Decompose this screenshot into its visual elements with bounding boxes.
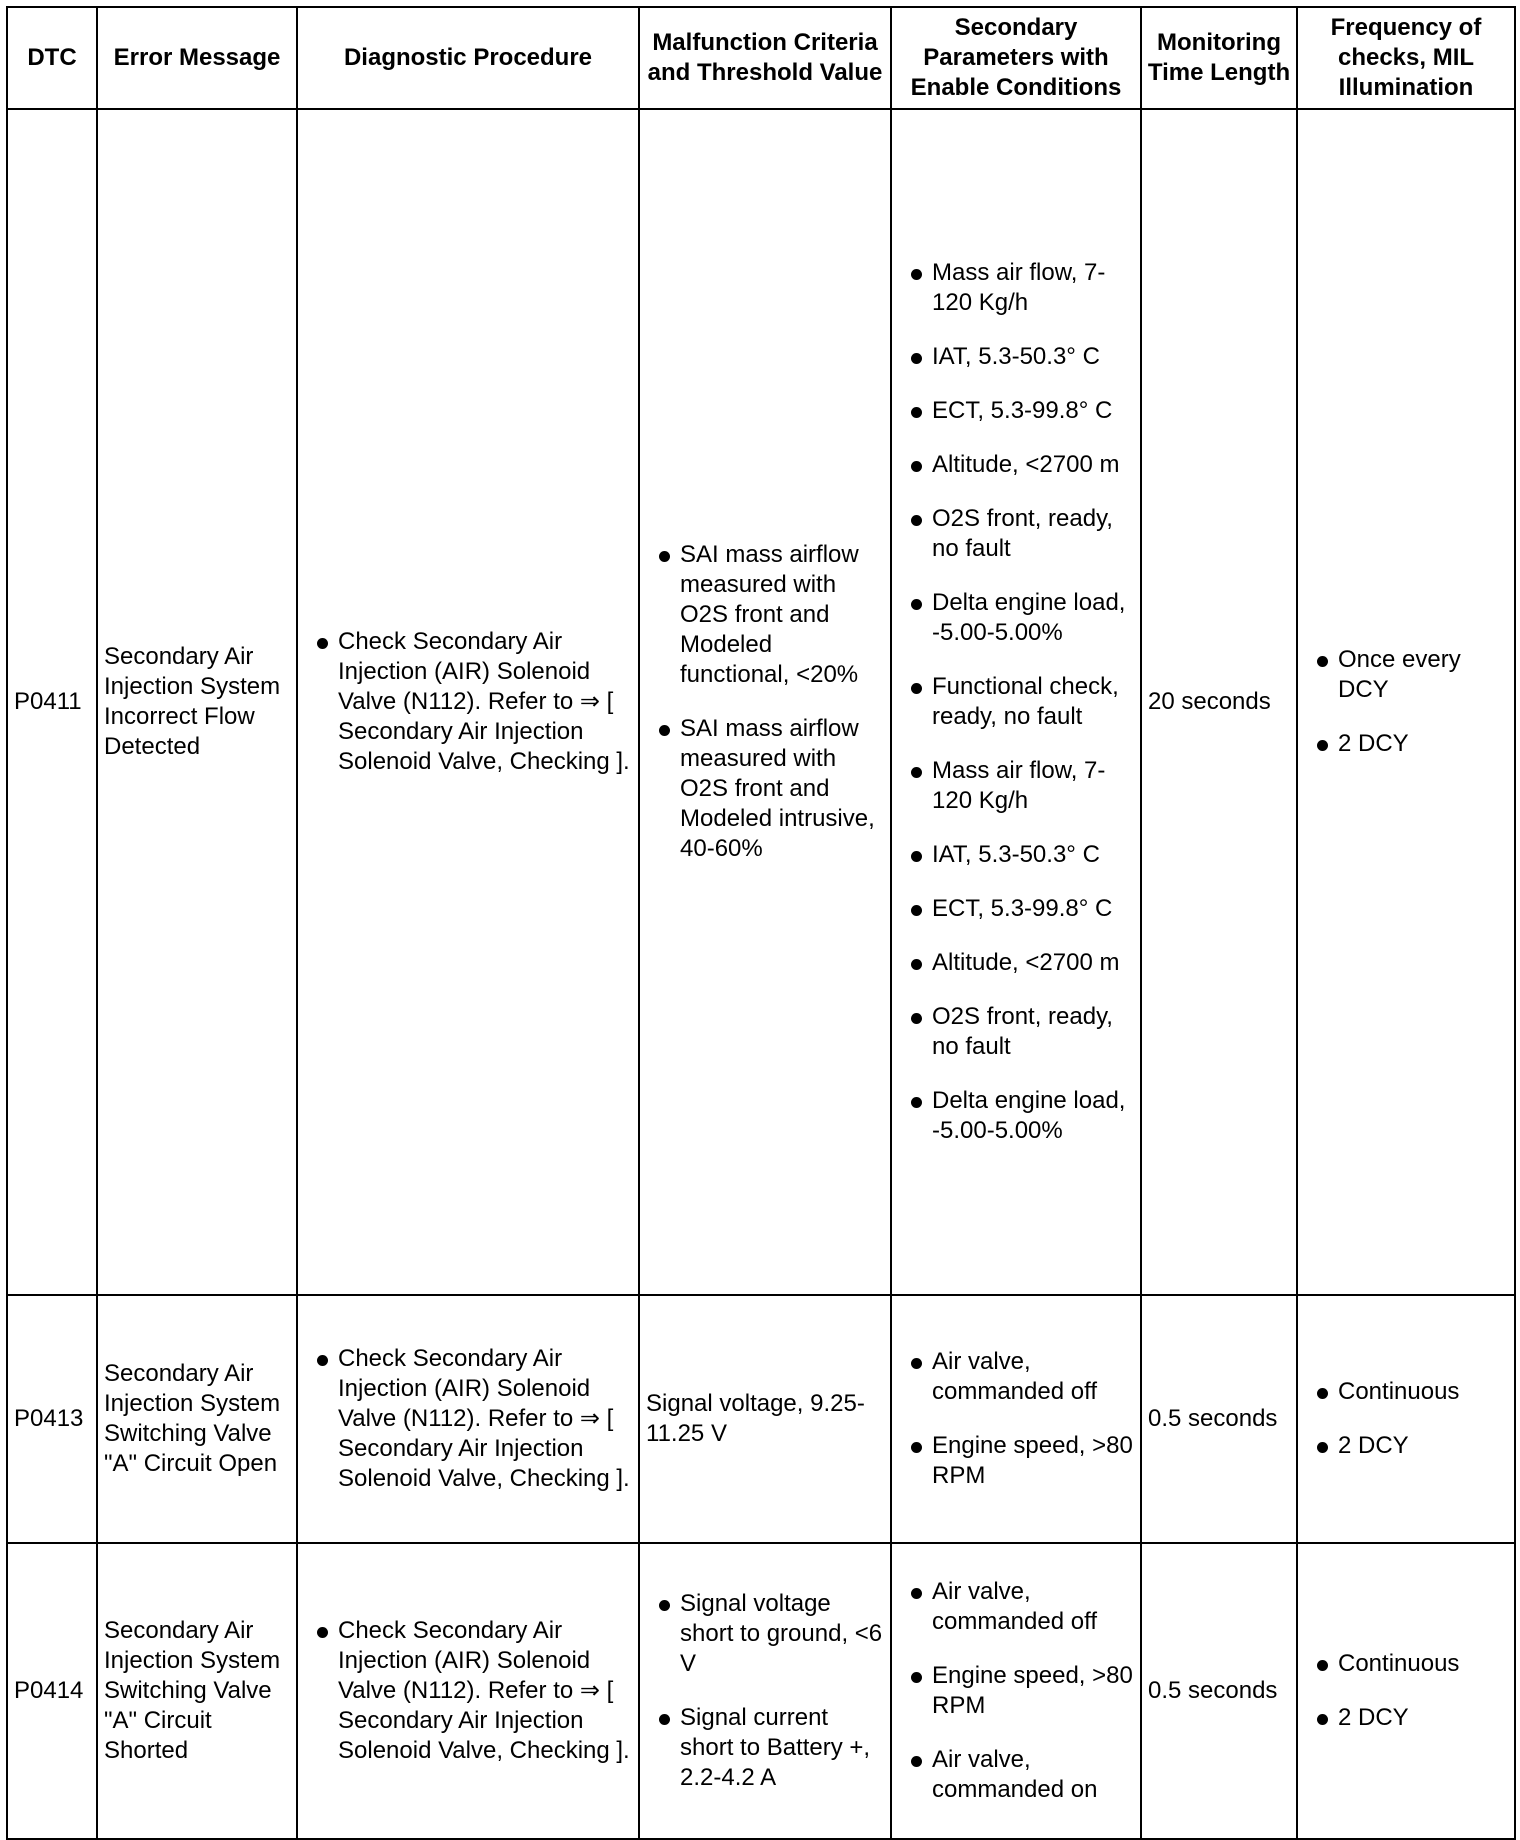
- dtc-code: P0414: [7, 1543, 97, 1839]
- list-item: [304, 1616, 632, 1766]
- secondary-parameters: [891, 1543, 1141, 1839]
- bullet-icon: [911, 1588, 922, 1599]
- parameter-text: Mass air flow, 7-120 Kg/h: [932, 757, 1106, 814]
- bullet-icon: [659, 1714, 670, 1725]
- header-error-message: Error Message: [97, 7, 297, 109]
- parameter-text: Engine speed, >80 RPM: [932, 1432, 1133, 1489]
- dtc-table: [6, 6, 1516, 1840]
- bullet-icon: [911, 1756, 922, 1767]
- bullet-icon: [659, 551, 670, 562]
- procedure-text: Check Secondary Air Injection (AIR) Solenoid Valve (N112). Refer to ⇒ [ Secondary Air Injection Solenoid Valve, Checking ].: [338, 628, 630, 775]
- secondary-parameters: [891, 1295, 1141, 1543]
- list-item: [1304, 645, 1508, 705]
- parameter-text: Altitude, <2700 m: [932, 949, 1120, 976]
- table-row: [7, 109, 1515, 1295]
- table-row: [7, 1543, 1515, 1839]
- table-row: [7, 1295, 1515, 1543]
- list-item: [646, 540, 884, 690]
- bullet-icon: [659, 725, 670, 736]
- bullet-icon: [911, 407, 922, 418]
- bullet-icon: [911, 905, 922, 916]
- bullet-icon: [911, 461, 922, 472]
- bullet-icon: [911, 1672, 922, 1683]
- list-item: [1304, 729, 1508, 759]
- header-secondary-parameters: Secondary Parameters with Enable Conditions: [891, 7, 1141, 109]
- bullet-icon: [659, 1600, 670, 1611]
- bullet-icon: [317, 1355, 328, 1366]
- parameter-text: Functional check, ready, no fault: [932, 673, 1119, 730]
- bullet-icon: [1317, 1660, 1328, 1671]
- list-item: [304, 627, 632, 777]
- bullet-icon: [1317, 740, 1328, 751]
- frequency-text: Continuous: [1338, 1378, 1460, 1405]
- parameter-text: IAT, 5.3-50.3° C: [932, 343, 1100, 370]
- bullet-icon: [911, 683, 922, 694]
- list-item: [1304, 1431, 1508, 1461]
- monitoring-time: 0.5 seconds: [1141, 1295, 1297, 1543]
- error-message: Secondary Air Injection System Incorrect Flow Detected: [97, 109, 297, 1295]
- parameter-text: Altitude, <2700 m: [932, 451, 1120, 478]
- header-dtc: DTC: [7, 7, 97, 109]
- bullet-icon: [1317, 1714, 1328, 1725]
- bullet-icon: [911, 1097, 922, 1108]
- list-item: [898, 948, 1134, 978]
- parameter-text: Delta engine load, -5.00-5.00%: [932, 589, 1126, 646]
- list-item: [898, 1745, 1134, 1805]
- monitoring-time: 20 seconds: [1141, 109, 1297, 1295]
- parameter-text: IAT, 5.3-50.3° C: [932, 841, 1100, 868]
- secondary-parameters: [891, 109, 1141, 1295]
- list-item: [898, 672, 1134, 732]
- criteria-text: Signal current short to Battery +, 2.2-4.2 A: [680, 1704, 871, 1791]
- list-item: [898, 258, 1134, 318]
- bullet-icon: [911, 1358, 922, 1369]
- list-item: [898, 588, 1134, 648]
- header-monitoring-time: Monitoring Time Length: [1141, 7, 1297, 109]
- list-item: [898, 894, 1134, 924]
- frequency-text: Once every DCY: [1338, 646, 1461, 703]
- error-message: Secondary Air Injection System Switching Valve "A" Circuit Open: [97, 1295, 297, 1543]
- list-item: [898, 1577, 1134, 1637]
- header-row: [7, 7, 1515, 109]
- list-item: [1304, 1703, 1508, 1733]
- list-item: [898, 1086, 1134, 1146]
- frequency: [1297, 1295, 1515, 1543]
- malfunction-criteria: Signal voltage, 9.25-11.25 V: [639, 1295, 891, 1543]
- list-item: [898, 840, 1134, 870]
- list-item: [1304, 1377, 1508, 1407]
- list-item: [898, 342, 1134, 372]
- bullet-icon: [911, 851, 922, 862]
- bullet-icon: [1317, 656, 1328, 667]
- list-item: [898, 1347, 1134, 1407]
- frequency-text: Continuous: [1338, 1650, 1460, 1677]
- frequency-text: 2 DCY: [1338, 1432, 1409, 1459]
- list-item: [898, 1661, 1134, 1721]
- parameter-text: O2S front, ready, no fault: [932, 505, 1113, 562]
- bullet-icon: [911, 599, 922, 610]
- list-item: [898, 396, 1134, 426]
- parameter-text: Air valve, commanded off: [932, 1578, 1097, 1635]
- diagnostic-procedure: [297, 1295, 639, 1543]
- bullet-icon: [911, 767, 922, 778]
- error-message: Secondary Air Injection System Switching Valve "A" Circuit Shorted: [97, 1543, 297, 1839]
- header-malfunction-criteria: Malfunction Criteria and Threshold Value: [639, 7, 891, 109]
- frequency: [1297, 109, 1515, 1295]
- list-item: [898, 756, 1134, 816]
- list-item: [646, 714, 884, 864]
- header-diagnostic-procedure: Diagnostic Procedure: [297, 7, 639, 109]
- parameter-text: Mass air flow, 7-120 Kg/h: [932, 259, 1106, 316]
- bullet-icon: [911, 1013, 922, 1024]
- procedure-text: Check Secondary Air Injection (AIR) Solenoid Valve (N112). Refer to ⇒ [ Secondary Air Injection Solenoid Valve, Checking ].: [338, 1345, 630, 1492]
- criteria-text: SAI mass airflow measured with O2S front and Modeled intrusive, 40-60%: [680, 715, 875, 862]
- parameter-text: Air valve, commanded off: [932, 1348, 1097, 1405]
- parameter-text: ECT, 5.3-99.8° C: [932, 895, 1113, 922]
- list-item: [898, 504, 1134, 564]
- monitoring-time: 0.5 seconds: [1141, 1543, 1297, 1839]
- frequency: [1297, 1543, 1515, 1839]
- bullet-icon: [911, 353, 922, 364]
- list-item: [646, 1703, 884, 1793]
- bullet-icon: [1317, 1388, 1328, 1399]
- diagnostic-procedure: [297, 109, 639, 1295]
- bullet-icon: [911, 1442, 922, 1453]
- malfunction-criteria: [639, 1543, 891, 1839]
- criteria-text: SAI mass airflow measured with O2S front and Modeled functional, <20%: [680, 541, 859, 688]
- list-item: [898, 1002, 1134, 1062]
- bullet-icon: [317, 638, 328, 649]
- bullet-icon: [911, 515, 922, 526]
- header-frequency: Frequency of checks, MIL Illumination: [1297, 7, 1515, 109]
- dtc-code: P0413: [7, 1295, 97, 1543]
- list-item: [646, 1589, 884, 1679]
- list-item: [1304, 1649, 1508, 1679]
- parameter-text: Delta engine load, -5.00-5.00%: [932, 1087, 1126, 1144]
- bullet-icon: [911, 959, 922, 970]
- parameter-text: O2S front, ready, no fault: [932, 1003, 1113, 1060]
- frequency-text: 2 DCY: [1338, 730, 1409, 757]
- malfunction-criteria: [639, 109, 891, 1295]
- list-item: [304, 1344, 632, 1494]
- parameter-text: Air valve, commanded on: [932, 1746, 1098, 1803]
- list-item: [898, 1431, 1134, 1491]
- bullet-icon: [1317, 1442, 1328, 1453]
- procedure-text: Check Secondary Air Injection (AIR) Solenoid Valve (N112). Refer to ⇒ [ Secondary Air Injection Solenoid Valve, Checking ].: [338, 1617, 630, 1764]
- criteria-text: Signal voltage short to ground, <6 V: [680, 1590, 883, 1677]
- parameter-text: ECT, 5.3-99.8° C: [932, 397, 1113, 424]
- frequency-text: 2 DCY: [1338, 1704, 1409, 1731]
- bullet-icon: [317, 1627, 328, 1638]
- dtc-code: P0411: [7, 109, 97, 1295]
- bullet-icon: [911, 269, 922, 280]
- parameter-text: Engine speed, >80 RPM: [932, 1662, 1133, 1719]
- diagnostic-procedure: [297, 1543, 639, 1839]
- list-item: [898, 450, 1134, 480]
